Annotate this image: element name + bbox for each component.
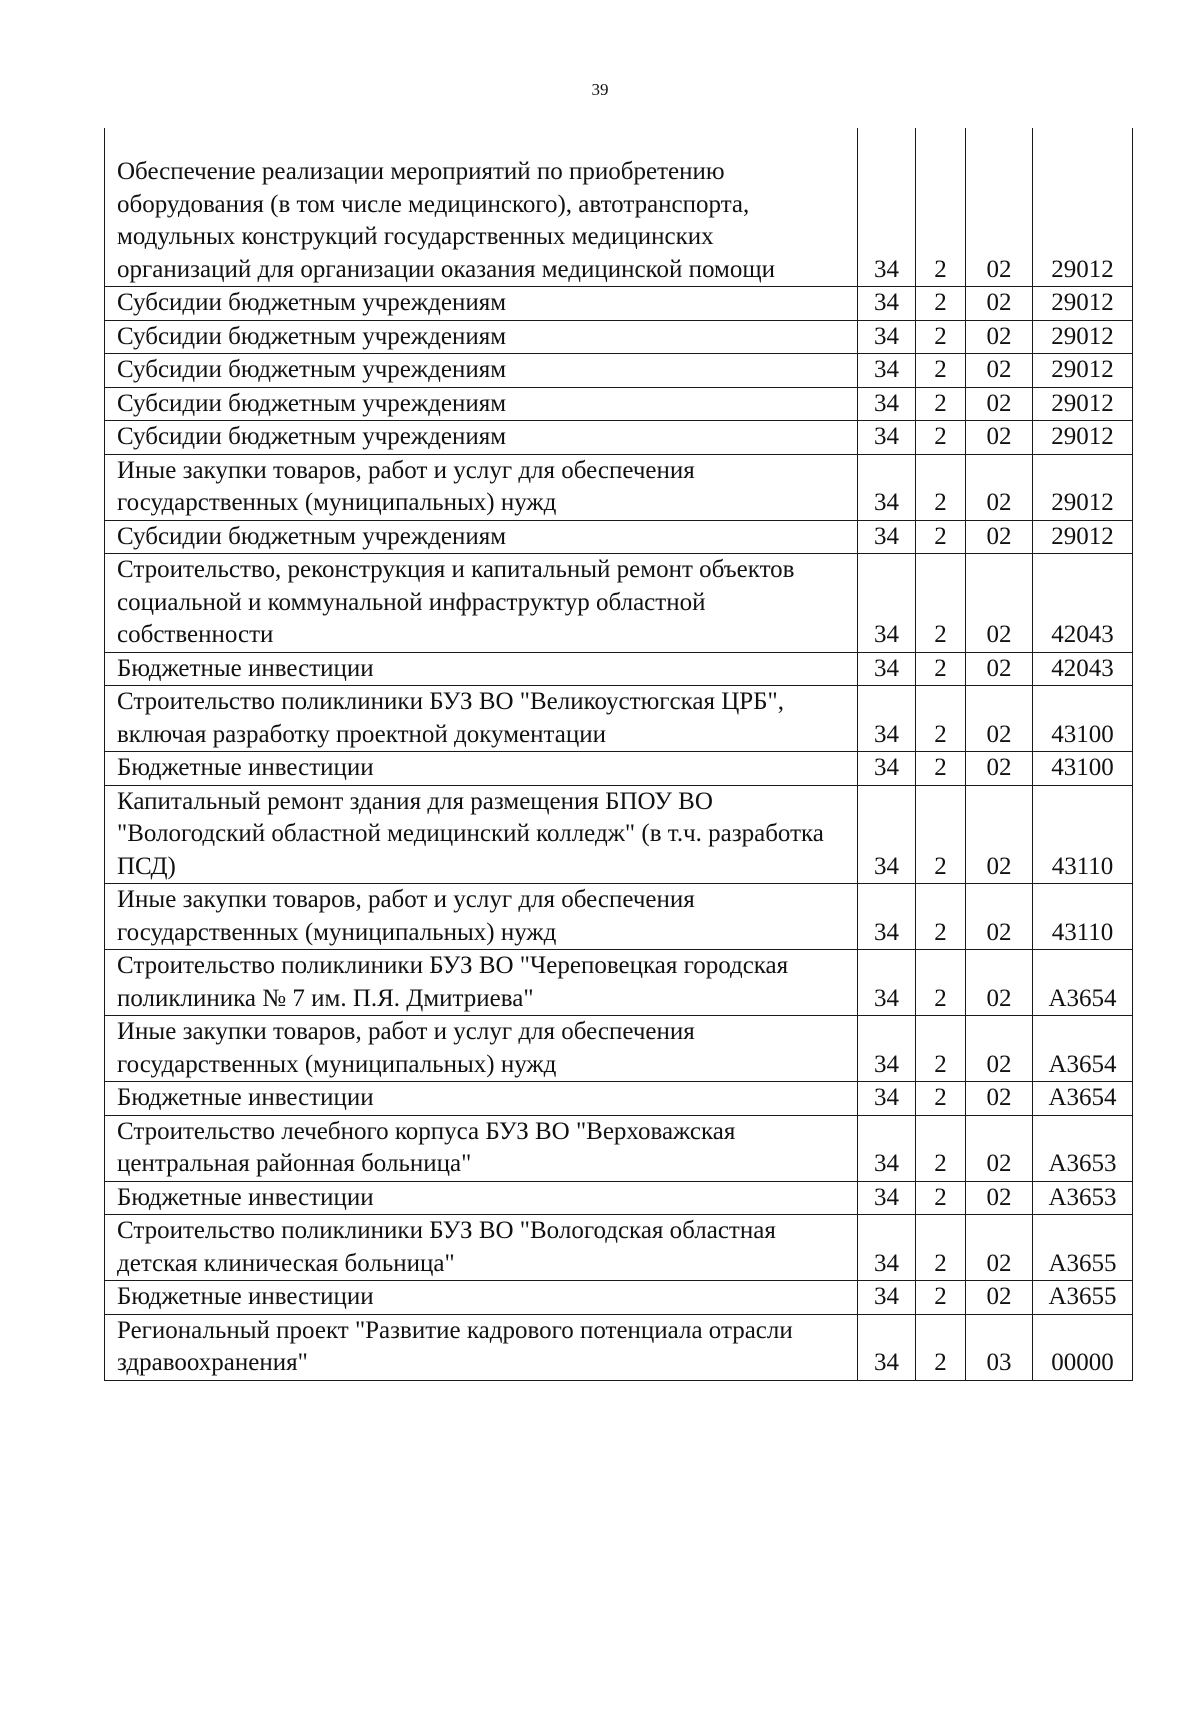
row-code-cell-2: 2 [916, 1215, 966, 1281]
table-row [105, 421, 1133, 455]
row-name-cell: Строительство, реконструкция и капитальный ремонт объектов социальной и коммунальной инфраструктур областной собственности [105, 554, 858, 653]
row-name-cell: Капитальный ремонт здания для размещения БПОУ ВО "Вологодский областной медицинский колледж" (в т.ч. разработка ПСД) [105, 785, 858, 884]
row-code-cell-2: 2 [916, 1181, 966, 1215]
row-code-cell-4: 29012 [1033, 320, 1133, 354]
table-row [105, 884, 1133, 950]
row-code-cell-2: 2 [916, 1082, 966, 1116]
row-code-cell-2: 2 [916, 520, 966, 554]
row-code-cell-3: 02 [966, 554, 1033, 653]
row-code-cell-4: 29012 [1033, 387, 1133, 421]
row-code-cell-3: 02 [966, 884, 1033, 950]
row-code-cell-2: 2 [916, 287, 966, 321]
row-code-cell-4: 42043 [1033, 554, 1133, 653]
row-code-cell-2: 2 [916, 320, 966, 354]
row-name-cell: Субсидии бюджетным учреждениям [105, 421, 858, 455]
row-code-cell-3: 02 [966, 520, 1033, 554]
row-code-cell-1: 34 [858, 686, 916, 752]
row-name-cell: Субсидии бюджетным учреждениям [105, 387, 858, 421]
row-code-cell-3: 02 [966, 1281, 1033, 1315]
row-code-cell-4: 43100 [1033, 686, 1133, 752]
page-number: 39 [591, 80, 609, 99]
row-code-cell-4: 29012 [1033, 354, 1133, 388]
row-code-cell-1: 34 [858, 752, 916, 786]
row-code-cell-4: 29012 [1033, 128, 1133, 287]
row-code-cell-2: 2 [916, 686, 966, 752]
row-code-cell-3: 02 [966, 950, 1033, 1016]
table-row [105, 686, 1133, 752]
row-name-cell: Строительство поликлиники БУЗ ВО "Череповецкая городская поликлиника № 7 им. П.Я. Дмитриева" [105, 950, 858, 1016]
table-row [105, 752, 1133, 786]
row-code-cell-1: 34 [858, 354, 916, 388]
row-code-cell-1: 34 [858, 520, 916, 554]
row-code-cell-1: 34 [858, 652, 916, 686]
row-code-cell-3: 02 [966, 387, 1033, 421]
row-name-cell: Обеспечение реализации мероприятий по приобретению оборудования (в том числе медицинского), автотранспорта, модульных конструкций государственных медицинских организаций для организации оказания медицинской помощи [105, 128, 858, 287]
row-name-cell: Бюджетные инвестиции [105, 652, 858, 686]
row-code-cell-3: 02 [966, 1082, 1033, 1116]
row-code-cell-3: 02 [966, 320, 1033, 354]
row-name-cell: Региональный проект "Развитие кадрового потенциала отрасли здравоохранения" [105, 1314, 858, 1380]
row-code-cell-1: 34 [858, 1082, 916, 1116]
row-code-cell-3: 02 [966, 454, 1033, 520]
row-code-cell-1: 34 [858, 1314, 916, 1380]
row-code-cell-3: 02 [966, 686, 1033, 752]
table-row [105, 454, 1133, 520]
table-row [105, 1082, 1133, 1116]
row-code-cell-1: 34 [858, 421, 916, 455]
row-code-cell-1: 34 [858, 454, 916, 520]
row-code-cell-4: 29012 [1033, 287, 1133, 321]
table-row [105, 1314, 1133, 1380]
row-code-cell-3: 02 [966, 652, 1033, 686]
row-code-cell-2: 2 [916, 454, 966, 520]
row-code-cell-4: 29012 [1033, 421, 1133, 455]
table-row [105, 1215, 1133, 1281]
row-code-cell-2: 2 [916, 354, 966, 388]
row-code-cell-4: А3653 [1033, 1181, 1133, 1215]
row-code-cell-4: 29012 [1033, 454, 1133, 520]
row-code-cell-3: 02 [966, 752, 1033, 786]
row-code-cell-1: 34 [858, 387, 916, 421]
row-code-cell-2: 2 [916, 387, 966, 421]
row-code-cell-2: 2 [916, 1016, 966, 1082]
budget-table-body [105, 128, 1133, 1380]
row-name-cell: Субсидии бюджетным учреждениям [105, 287, 858, 321]
row-code-cell-3: 02 [966, 785, 1033, 884]
row-code-cell-4: А3654 [1033, 950, 1133, 1016]
row-code-cell-2: 2 [916, 1115, 966, 1181]
table-row [105, 354, 1133, 388]
row-name-cell: Бюджетные инвестиции [105, 1281, 858, 1315]
row-code-cell-2: 2 [916, 652, 966, 686]
row-code-cell-3: 02 [966, 1181, 1033, 1215]
row-code-cell-2: 2 [916, 950, 966, 1016]
row-code-cell-2: 2 [916, 128, 966, 287]
row-name-cell: Субсидии бюджетным учреждениям [105, 320, 858, 354]
row-code-cell-2: 2 [916, 421, 966, 455]
budget-table [104, 128, 1133, 1381]
table-row [105, 1115, 1133, 1181]
table-row [105, 785, 1133, 884]
row-name-cell: Субсидии бюджетным учреждениям [105, 520, 858, 554]
row-code-cell-3: 03 [966, 1314, 1033, 1380]
row-code-cell-3: 02 [966, 421, 1033, 455]
row-code-cell-1: 34 [858, 320, 916, 354]
row-code-cell-1: 34 [858, 1215, 916, 1281]
row-name-cell: Иные закупки товаров, работ и услуг для обеспечения государственных (муниципальных) нужд [105, 454, 858, 520]
table-row [105, 652, 1133, 686]
row-code-cell-3: 02 [966, 1215, 1033, 1281]
row-code-cell-4: 43100 [1033, 752, 1133, 786]
row-code-cell-1: 34 [858, 950, 916, 1016]
table-row [105, 950, 1133, 1016]
row-code-cell-1: 34 [858, 1281, 916, 1315]
table-row [105, 387, 1133, 421]
row-code-cell-3: 02 [966, 287, 1033, 321]
table-row [105, 287, 1133, 321]
row-code-cell-3: 02 [966, 354, 1033, 388]
row-name-cell: Строительство лечебного корпуса БУЗ ВО "Верховажская центральная районная больница" [105, 1115, 858, 1181]
row-code-cell-2: 2 [916, 752, 966, 786]
row-code-cell-2: 2 [916, 554, 966, 653]
row-code-cell-1: 34 [858, 287, 916, 321]
row-code-cell-1: 34 [858, 1016, 916, 1082]
row-name-cell: Бюджетные инвестиции [105, 752, 858, 786]
table-row [105, 128, 1133, 287]
row-code-cell-4: 43110 [1033, 785, 1133, 884]
row-code-cell-4: 43110 [1033, 884, 1133, 950]
row-code-cell-4: А3654 [1033, 1082, 1133, 1116]
table-row [105, 520, 1133, 554]
row-name-cell: Строительство поликлиники БУЗ ВО "Вологодская областная детская клиническая больница" [105, 1215, 858, 1281]
table-row [105, 1016, 1133, 1082]
row-code-cell-4: А3654 [1033, 1016, 1133, 1082]
table-row [105, 1281, 1133, 1315]
row-code-cell-1: 34 [858, 128, 916, 287]
row-name-cell: Бюджетные инвестиции [105, 1082, 858, 1116]
row-name-cell: Иные закупки товаров, работ и услуг для обеспечения государственных (муниципальных) нужд [105, 1016, 858, 1082]
row-code-cell-3: 02 [966, 1115, 1033, 1181]
row-code-cell-4: 29012 [1033, 520, 1133, 554]
row-code-cell-1: 34 [858, 884, 916, 950]
row-code-cell-2: 2 [916, 884, 966, 950]
row-name-cell: Иные закупки товаров, работ и услуг для обеспечения государственных (муниципальных) нужд [105, 884, 858, 950]
row-code-cell-1: 34 [858, 785, 916, 884]
row-code-cell-2: 2 [916, 785, 966, 884]
row-code-cell-1: 34 [858, 1115, 916, 1181]
table-row [105, 320, 1133, 354]
row-name-cell: Строительство поликлиники БУЗ ВО "Великоустюгская ЦРБ", включая разработку проектной документации [105, 686, 858, 752]
row-code-cell-4: А3655 [1033, 1215, 1133, 1281]
row-name-cell: Бюджетные инвестиции [105, 1181, 858, 1215]
row-code-cell-2: 2 [916, 1314, 966, 1380]
row-code-cell-1: 34 [858, 554, 916, 653]
row-code-cell-1: 34 [858, 1181, 916, 1215]
budget-table-container [104, 128, 1132, 1381]
row-code-cell-4: А3655 [1033, 1281, 1133, 1315]
row-code-cell-4: 00000 [1033, 1314, 1133, 1380]
row-code-cell-2: 2 [916, 1281, 966, 1315]
row-code-cell-4: А3653 [1033, 1115, 1133, 1181]
row-code-cell-3: 02 [966, 1016, 1033, 1082]
row-name-cell: Субсидии бюджетным учреждениям [105, 354, 858, 388]
table-row [105, 554, 1133, 653]
table-row [105, 1181, 1133, 1215]
row-code-cell-3: 02 [966, 128, 1033, 287]
row-code-cell-4: 42043 [1033, 652, 1133, 686]
